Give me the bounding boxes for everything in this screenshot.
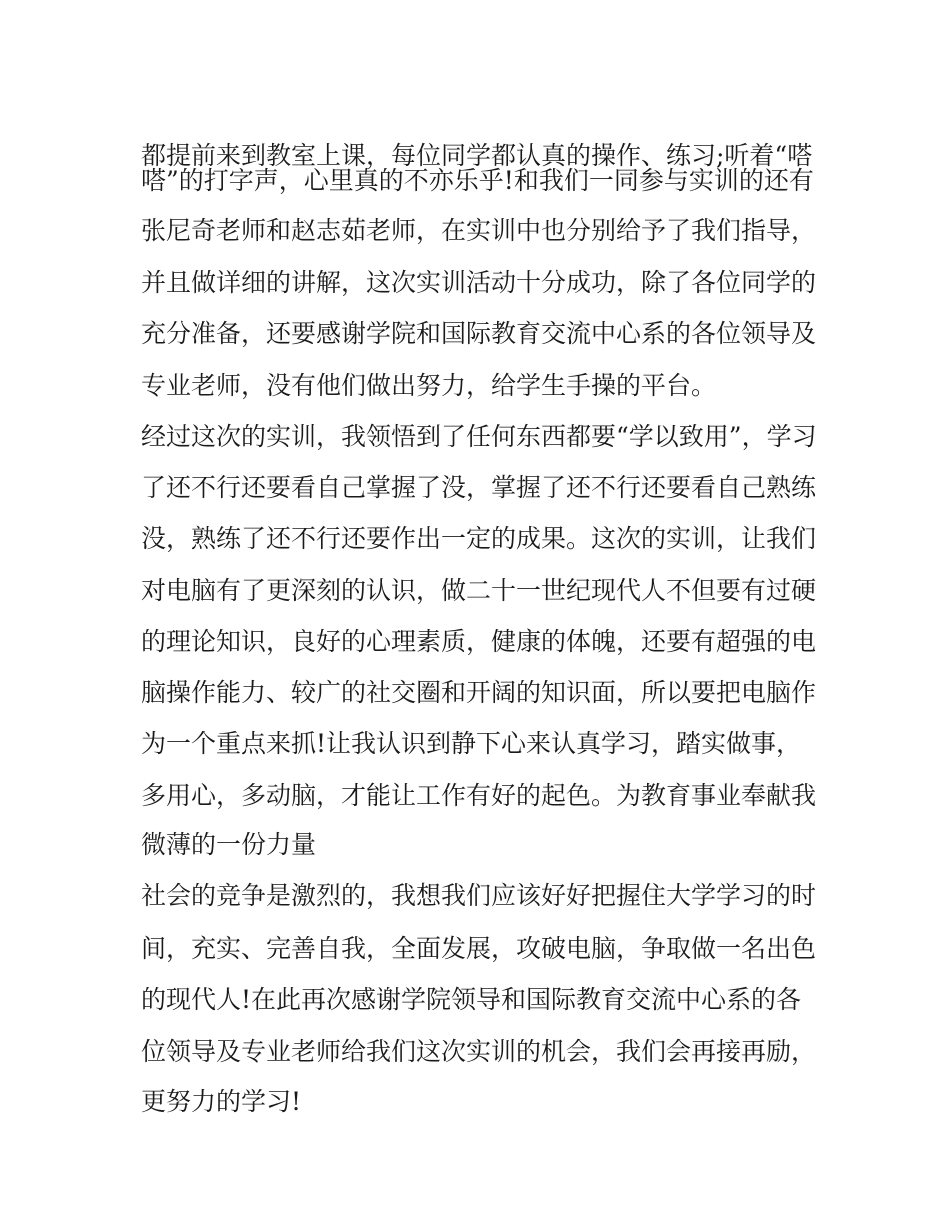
text-line: 脑操作能力、较广的社交圈和开阔的知识面，所以要把电脑作 bbox=[141, 678, 817, 707]
text-line: 微薄的一份力量 bbox=[141, 830, 317, 859]
text-line: 更努力的学习! bbox=[141, 1087, 302, 1116]
text-line: 对电脑有了更深刻的认识，做二十一世纪现代人不但要有过硬 bbox=[141, 576, 817, 605]
text-line: 间，充实、完善自我，全面发展，攻破电脑，争取做一名出色 bbox=[141, 934, 817, 963]
text-line: 多用心，多动脑，才能让工作有好的起色。为教育事业奉献我 bbox=[141, 781, 817, 810]
text-line: 张尼奇老师和赵志茹老师，在实训中也分别给予了我们指导， bbox=[141, 216, 817, 245]
text-line: 嗒”的打字声，心里真的不亦乐乎!和我们一同参与实训的还有 bbox=[141, 166, 814, 195]
text-line: 为一个重点来抓!让我认识到静下心来认真学习，踏实做事， bbox=[141, 729, 802, 758]
text-line: 的现代人!在此再次感谢学院领导和国际教育交流中心系的各 bbox=[141, 985, 802, 1014]
text-line: 并且做详细的讲解，这次实训活动十分成功，除了各位同学的 bbox=[141, 268, 817, 297]
text-line: 了还不行还要看自己掌握了没，掌握了还不行还要看自己熟练 bbox=[141, 473, 817, 502]
text-line: 位领导及专业老师给我们这次实训的机会，我们会再接再励， bbox=[141, 1037, 817, 1066]
text-line: 的理论知识，良好的心理素质，健康的体魄，还要有超强的电 bbox=[141, 627, 817, 656]
text-line: 没，熟练了还不行还要作出一定的成果。这次的实训，让我们 bbox=[141, 524, 817, 553]
text-line: 专业老师，没有他们做出努力，给学生手操的平台。 bbox=[141, 371, 717, 400]
text-line: 经过这次的实训，我领悟到了任何东西都要“学以致用”，学习 bbox=[141, 422, 817, 451]
text-line: 社会的竞争是激烈的，我想我们应该好好把握住大学学习的时 bbox=[141, 881, 817, 910]
text-line: 充分准备，还要感谢学院和国际教育交流中心系的各位领导及 bbox=[141, 319, 817, 348]
text-line: 都提前来到教室上课，每位同学都认真的操作、练习;听着“嗒 bbox=[141, 141, 813, 170]
